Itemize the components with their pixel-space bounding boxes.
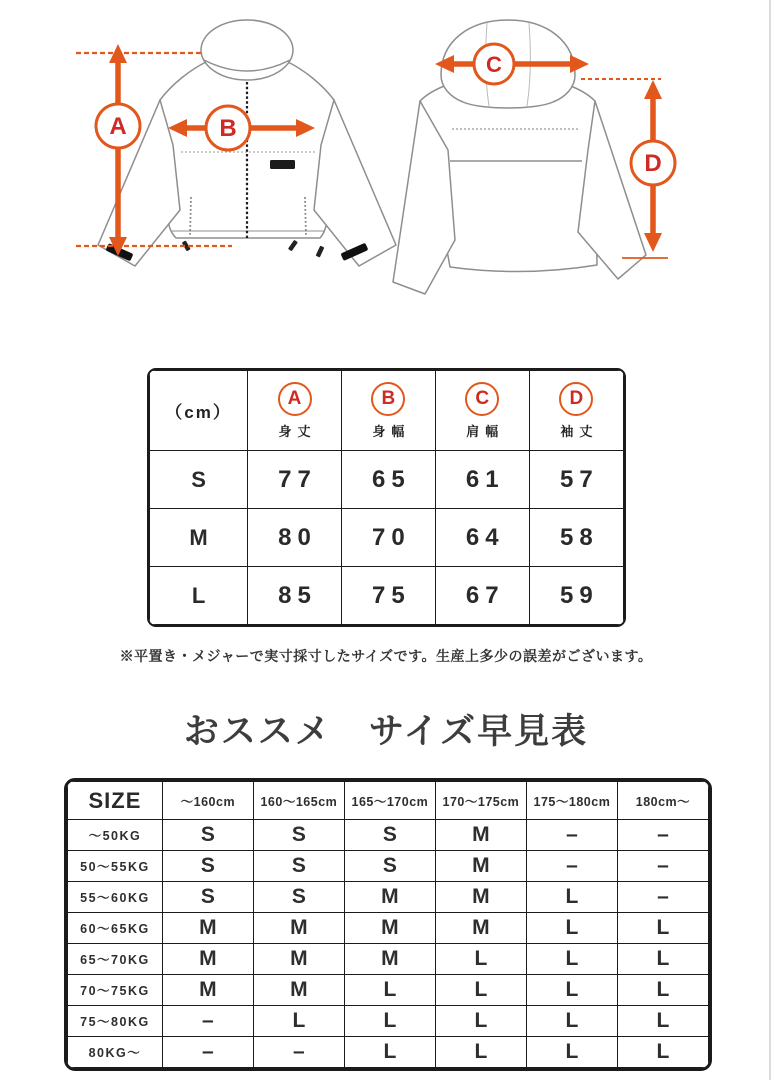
cell-value: 59 bbox=[529, 567, 623, 625]
measurement-table bbox=[147, 368, 626, 627]
svg-text:B: B bbox=[219, 115, 237, 142]
table-row bbox=[68, 1006, 709, 1037]
column-header-d bbox=[529, 371, 623, 451]
height-column-header: ～160cm bbox=[162, 782, 253, 820]
row-label: 60～65KG bbox=[68, 913, 163, 944]
cell-value: 57 bbox=[529, 451, 623, 509]
cell-value: M bbox=[253, 975, 344, 1006]
cell-value: M bbox=[435, 882, 526, 913]
cell-value: 67 bbox=[435, 567, 529, 625]
cell-value: 58 bbox=[529, 509, 623, 567]
table-row bbox=[68, 1037, 709, 1068]
cell-value: M bbox=[344, 913, 435, 944]
cell-value: 85 bbox=[248, 567, 342, 625]
cell-value: S bbox=[162, 820, 253, 851]
cell-value: L bbox=[617, 913, 708, 944]
cell-value: – bbox=[526, 820, 617, 851]
cell-value: L bbox=[344, 1037, 435, 1068]
cell-value: L bbox=[617, 1037, 708, 1068]
cell-value: L bbox=[526, 1037, 617, 1068]
cell-value: L bbox=[617, 944, 708, 975]
row-label: 55～60KG bbox=[68, 882, 163, 913]
circled-c-badge: C bbox=[465, 382, 499, 416]
unit-header: （cm） bbox=[150, 371, 248, 451]
cell-value: S bbox=[253, 851, 344, 882]
row-label: 75～80KG bbox=[68, 1006, 163, 1037]
column-label-d: 袖丈 bbox=[560, 423, 599, 439]
cell-value: M bbox=[344, 882, 435, 913]
cell-value: M bbox=[435, 820, 526, 851]
cell-value: L bbox=[435, 944, 526, 975]
recommend-size-table bbox=[64, 778, 712, 1071]
table-row bbox=[68, 975, 709, 1006]
height-column-header: 160～165cm bbox=[253, 782, 344, 820]
cell-value: – bbox=[617, 882, 708, 913]
cell-value: 80 bbox=[248, 509, 342, 567]
cell-value: M bbox=[162, 975, 253, 1006]
image-edge-artifact bbox=[769, 0, 771, 1080]
circled-label-a bbox=[96, 104, 140, 148]
table-row bbox=[68, 882, 709, 913]
jacket-measurement-diagram bbox=[0, 0, 772, 308]
row-label: 80KG～ bbox=[68, 1037, 163, 1068]
cell-value: – bbox=[617, 820, 708, 851]
circled-d-badge: D bbox=[559, 382, 593, 416]
svg-text:D: D bbox=[644, 150, 662, 177]
cell-value: S bbox=[253, 882, 344, 913]
cell-value: M bbox=[435, 851, 526, 882]
column-label-a: 身丈 bbox=[278, 423, 317, 439]
height-column-header: 175～180cm bbox=[526, 782, 617, 820]
measurement-note: ※平置き・メジャーで実寸採寸したサイズです。生産上多少の誤差がございます。 bbox=[119, 648, 653, 664]
cell-value: S bbox=[162, 882, 253, 913]
size-corner-header: SIZE bbox=[68, 782, 163, 820]
circled-label-d bbox=[631, 141, 675, 185]
front-jacket-outline bbox=[98, 20, 396, 266]
circled-label-b bbox=[206, 106, 250, 150]
row-label: ～50KG bbox=[68, 820, 163, 851]
circled-a-badge: A bbox=[278, 382, 312, 416]
column-header-b bbox=[341, 371, 435, 451]
cell-value: L bbox=[435, 975, 526, 1006]
row-label: M bbox=[150, 509, 248, 567]
table-row bbox=[150, 451, 624, 509]
cell-value: – bbox=[526, 851, 617, 882]
row-label: 65～70KG bbox=[68, 944, 163, 975]
cell-value: – bbox=[253, 1037, 344, 1068]
cell-value: L bbox=[526, 913, 617, 944]
row-label: 70～75KG bbox=[68, 975, 163, 1006]
cell-value: 64 bbox=[435, 509, 529, 567]
recommend-table-title: おススメ サイズ早見表 bbox=[183, 712, 589, 751]
cell-value: M bbox=[435, 913, 526, 944]
cell-value: – bbox=[162, 1037, 253, 1068]
cell-value: 75 bbox=[341, 567, 435, 625]
table-row bbox=[68, 820, 709, 851]
recommend-table-body bbox=[68, 820, 709, 1068]
column-label-c: 肩幅 bbox=[466, 423, 505, 439]
cell-value: L bbox=[344, 1006, 435, 1037]
cell-value: 77 bbox=[248, 451, 342, 509]
svg-text:C: C bbox=[486, 52, 502, 77]
cell-value: S bbox=[344, 851, 435, 882]
circled-label-c bbox=[474, 44, 514, 84]
cell-value: L bbox=[526, 882, 617, 913]
column-label-b: 身幅 bbox=[372, 423, 411, 439]
cell-value: – bbox=[162, 1006, 253, 1037]
cell-value: L bbox=[526, 1006, 617, 1037]
logo-patch bbox=[270, 160, 295, 169]
table-row bbox=[150, 567, 624, 625]
table-row bbox=[68, 944, 709, 975]
cell-value: M bbox=[162, 944, 253, 975]
cell-value: – bbox=[617, 851, 708, 882]
circled-b-badge: B bbox=[371, 382, 405, 416]
height-column-header: 165～170cm bbox=[344, 782, 435, 820]
cell-value: L bbox=[344, 975, 435, 1006]
cell-value: M bbox=[253, 944, 344, 975]
svg-text:A: A bbox=[109, 113, 127, 140]
cell-value: S bbox=[162, 851, 253, 882]
cell-value: S bbox=[253, 820, 344, 851]
measurement-header-row bbox=[150, 371, 624, 451]
row-label: S bbox=[150, 451, 248, 509]
cell-value: L bbox=[526, 944, 617, 975]
cell-value: L bbox=[435, 1037, 526, 1068]
cell-value: M bbox=[344, 944, 435, 975]
measurement-table-body bbox=[150, 451, 624, 625]
cell-value: 65 bbox=[341, 451, 435, 509]
table-row bbox=[68, 913, 709, 944]
cell-value: M bbox=[162, 913, 253, 944]
table-row bbox=[68, 851, 709, 882]
back-jacket-outline bbox=[393, 20, 646, 294]
row-label: 50～55KG bbox=[68, 851, 163, 882]
table-row bbox=[150, 509, 624, 567]
recommend-header-row bbox=[68, 782, 709, 820]
cell-value: L bbox=[435, 1006, 526, 1037]
cell-value: 61 bbox=[435, 451, 529, 509]
cell-value: L bbox=[526, 975, 617, 1006]
column-header-c bbox=[435, 371, 529, 451]
cell-value: 70 bbox=[341, 509, 435, 567]
cell-value: M bbox=[253, 913, 344, 944]
column-header-a bbox=[248, 371, 342, 451]
height-column-header: 170～175cm bbox=[435, 782, 526, 820]
cell-value: L bbox=[617, 975, 708, 1006]
cell-value: S bbox=[344, 820, 435, 851]
cell-value: L bbox=[617, 1006, 708, 1037]
row-label: L bbox=[150, 567, 248, 625]
cell-value: L bbox=[253, 1006, 344, 1037]
height-column-header: 180cm～ bbox=[617, 782, 708, 820]
